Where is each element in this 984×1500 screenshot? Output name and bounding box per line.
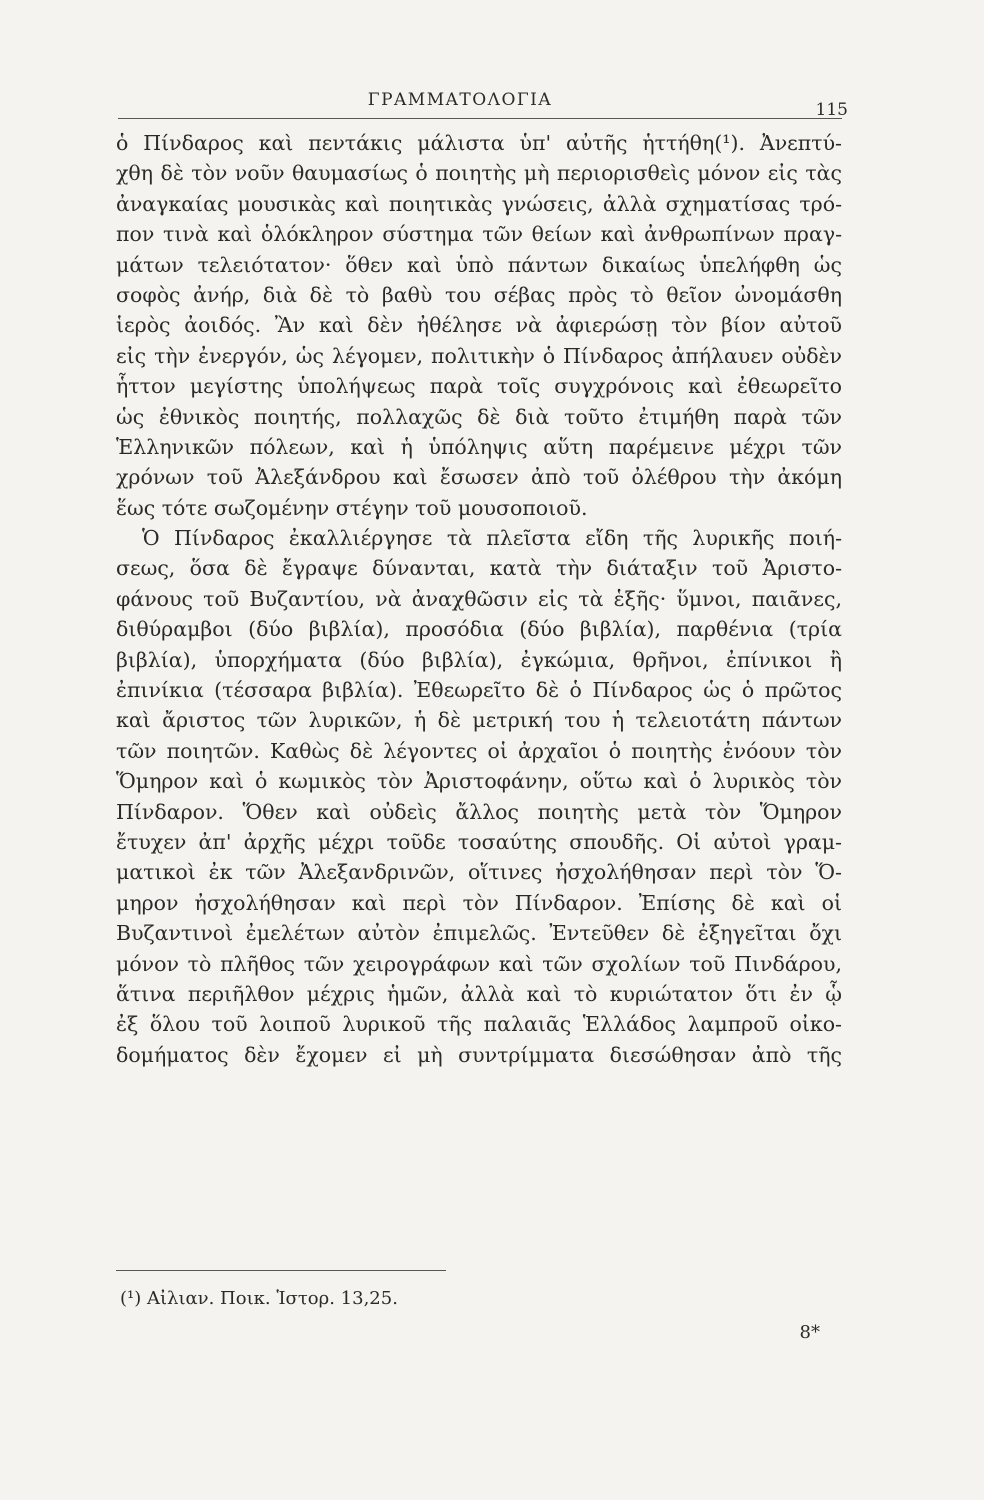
text-line: φάνους τοῦ Βυζαντίου, νὰ ἀναχθῶσιν εἰς τὰ ἑξῆς· ὕμνοι, παιᾶνες, bbox=[116, 586, 842, 611]
text-line: Ὁ Πίνδαρος ἐκαλλιέργησε τὰ πλεῖστα εἴδη τῆς λυρικῆς ποιή- bbox=[142, 526, 842, 551]
text-line: ὁ Πίνδαρος καὶ πεντάκις μάλιστα ὑπ' αὐτῆς ἡττήθη(¹). Ἀνεπτύ- bbox=[116, 131, 842, 155]
footnote-rule bbox=[116, 1270, 446, 1271]
text-line: διθύραμβοι (δύο βιβλία), προσόδια (δύο βιβλία), παρθένια (τρία bbox=[116, 617, 842, 642]
text-line: ἐπινίκια (τέσσαρα βιβλία). Ἐθεωρεῖτο δὲ ὁ Πίνδαρος ὡς ὁ πρῶτος bbox=[116, 678, 842, 703]
text-line: Βυζαντινοὶ ἐμελέτων αὐτὸν ἐπιμελῶς. Ἐντεῦθεν δὲ ἐξηγεῖται ὄχι bbox=[116, 921, 842, 946]
text-line: χρόνων τοῦ Ἀλεξάνδρου καὶ ἔσωσεν ἀπὸ τοῦ ὀλέθρου τὴν ἀκόμη bbox=[116, 465, 842, 490]
signature-mark: 8* bbox=[799, 1322, 820, 1343]
text-line: σοφὸς ἀνήρ, διὰ δὲ τὸ βαθὺ του σέβας πρὸς τὸ θεῖον ὠνομάσθη bbox=[116, 282, 842, 307]
page-number: 115 bbox=[815, 100, 848, 120]
text-line: χθη δὲ τὸν νοῦν θαυμασίως ὁ ποιητὴς μὴ περιορισθεὶς μόνον εἰς τὰς bbox=[116, 161, 842, 186]
text-line: δομήματος δὲν ἔχομεν εἰ μὴ συντρίμματα διεσώθησαν ἀπὸ τῆς bbox=[116, 1042, 842, 1067]
text-line: ἕως τότε σωζομένην στέγην τοῦ μουσοποιοῦ. bbox=[116, 495, 588, 520]
text-line: ἅτινα περιῆλθον μέχρις ἡμῶν, ἀλλὰ καὶ τὸ κυριώτατον ὅτι ἐν ᾧ bbox=[116, 981, 842, 1006]
text-line: Πίνδαρον. Ὅθεν καὶ οὐδεὶς ἄλλος ποιητὴς μετὰ τὸν Ὅμηρον bbox=[116, 799, 842, 824]
text-line: ὡς ἐθνικὸς ποιητής, πολλαχῶς δὲ διὰ τοῦτο ἐτιμήθη παρὰ τῶν bbox=[116, 404, 842, 429]
text-line: ἧττον μεγίστης ὑπολήψεως παρὰ τοῖς συγχρόνοις καὶ ἐθεωρεῖτο bbox=[116, 374, 842, 399]
running-title: ΓΡΑΜΜΑΤΟΛΟΓΙΑ bbox=[367, 90, 553, 110]
body-text bbox=[116, 128, 842, 1070]
text-line: βιβλία), ὑπορχήματα (δύο βιβλία), ἐγκώμια, θρῆνοι, ἐπίνικοι ἢ bbox=[116, 647, 842, 672]
text-line: μάτων τελειότατον· ὅθεν καὶ ὑπὸ πάντων δικαίως ὑπελήφθη ὡς bbox=[116, 252, 842, 277]
text-line: καὶ ἄριστος τῶν λυρικῶν, ἡ δὲ μετρική του ἡ τελειοτάτη πάντων bbox=[116, 708, 842, 733]
footnote: (¹) Αἰλιαν. Ποικ. Ἱστορ. 13,25. bbox=[120, 1288, 398, 1309]
text-line: μόνον τὸ πλῆθος τῶν χειρογράφων καὶ τῶν σχολίων τοῦ Πινδάρου, bbox=[116, 951, 842, 976]
text-line: ματικοὶ ἐκ τῶν Ἀλεξανδρινῶν, οἵτινες ἠσχολήθησαν περὶ τὸν Ὅ- bbox=[116, 860, 842, 885]
text-line: πον τινὰ καὶ ὁλόκληρον σύστημα τῶν θείων καὶ ἀνθρωπίνων πραγ- bbox=[116, 222, 842, 247]
header-rule bbox=[118, 118, 842, 119]
text-line: ἐξ ὅλου τοῦ λοιποῦ λυρικοῦ τῆς παλαιᾶς Ἑλλάδος λαμπροῦ οἰκο- bbox=[116, 1012, 842, 1037]
text-line: Ὅμηρον καὶ ὁ κωμικὸς τὸν Ἀριστοφάνην, οὕτω καὶ ὁ λυρικὸς τὸν bbox=[116, 769, 842, 794]
text-line: ἔτυχεν ἀπ' ἀρχῆς μέχρι τοῦδε τοσαύτης σπουδῆς. Οἱ αὐτοὶ γραμ- bbox=[116, 829, 842, 854]
text-line: εἰς τὴν ἐνεργόν, ὡς λέγομεν, πολιτικὴν ὁ Πίνδαρος ἀπήλαυεν οὐδὲν bbox=[116, 343, 842, 368]
text-line: τῶν ποιητῶν. Καθὼς δὲ λέγοντες οἱ ἀρχαῖοι ὁ ποιητὴς ἐνόουν τὸν bbox=[116, 738, 842, 763]
text-line: ἱερὸς ἀοιδός. Ἂν καὶ δὲν ἠθέλησε νὰ ἀφιερώσῃ τὸν βίον αὐτοῦ bbox=[116, 313, 842, 338]
text-line: ἀναγκαίας μουσικὰς καὶ ποιητικὰς γνώσεις, ἀλλὰ σχηματίσας τρό- bbox=[116, 191, 842, 216]
text-line: μηρον ἠσχολήθησαν καὶ περὶ τὸν Πίνδαρον. Ἐπίσης δὲ καὶ οἱ bbox=[116, 890, 842, 915]
text-line: σεως, ὅσα δὲ ἔγραψε δύνανται, κατὰ τὴν διάταξιν τοῦ Ἀριστο- bbox=[116, 556, 842, 581]
text-line: Ἑλληνικῶν πόλεων, καὶ ἡ ὑπόληψις αὕτη παρέμεινε μέχρι τῶν bbox=[116, 434, 842, 459]
